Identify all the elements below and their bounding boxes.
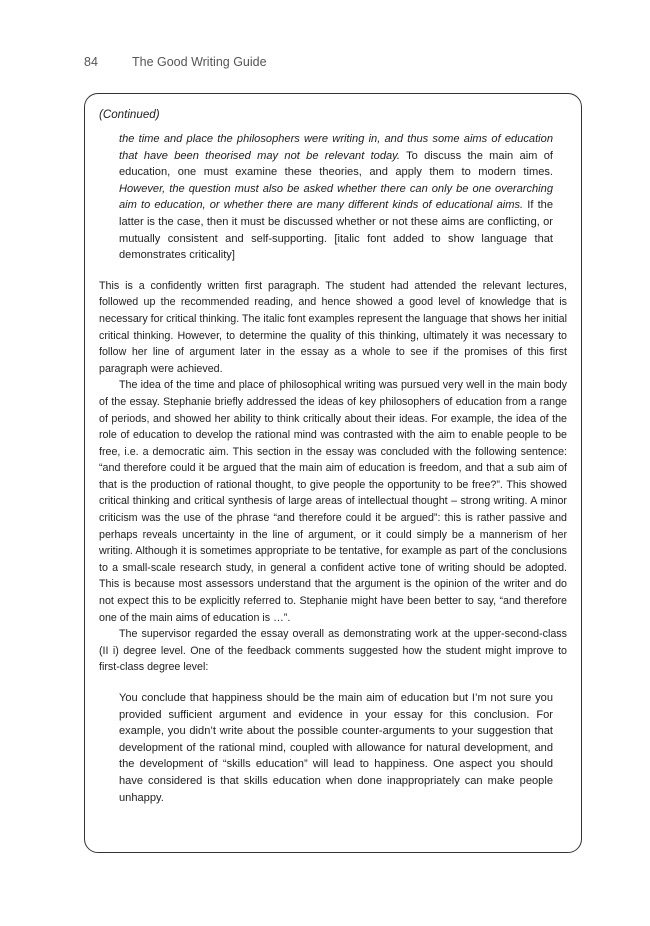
quote-plain-2: If the latter is the case, then it must be discussed whether or not these aims are conflicting, or mutually consistent and self-supporting. [italic font added to show language that demonstrates criticality]	[119, 199, 553, 262]
page-number: 84	[84, 55, 98, 69]
book-title: The Good Writing Guide	[132, 55, 267, 69]
paragraph-2: The idea of the time and place of philosophical writing was pursued very well in the main body of the essay. Stephanie briefly addressed the ideas of key philosophers of education from a range of periods, and showed her ability to think critically about their ideas. For example, the idea of the role of education to develop the rational mind was contrasted with the aim to enable people to be free, i.e. a democratic aim. This section in the essay was concluded with the following sentence: “and therefore could it be argued that the main aim of education is freedom, and that a sub aim of that is the production of rational thought, to give people the opportunity to be free?”. This showed critical thinking and critical synthesis of large areas of intellectual thought – strong writing. A minor criticism was the use of the phrase “and therefore could it be argued”: this is rather passive and perhaps reveals uncertainty in the line of argument, or it could simply be a mannerism of her writing. Although it is sometimes appropriate to be tentative, for example as part of the conclusions to a small-scale research study, in general a confident active tone of writing should be adopted. This is because most assessors understand that the argument is the opinion of the writer and do not expect this to be explicitly referred to. Stephanie might have been better to say, “and therefore one of the main aims of education is …”.	[99, 379, 567, 624]
paragraph-1: This is a confidently written first paragraph. The student had attended the relevant lectures, followed up the recommended reading, and hence showed a good level of knowledge that is necessary for critical thinking. The italic font examples represent the language that shows her initial critical thinking. However, to determine the quality of this thinking, ultimately it was necessary to follow her line of argument later in the essay as a whole to see if the promises of this first paragraph were achieved.	[99, 279, 567, 375]
commentary	[99, 278, 567, 676]
paragraph-3: The supervisor regarded the essay overall as demonstrating work at the upper-second-class (II i) degree level. One of the feedback comments suggested how the student might improve to first-class degree level:	[99, 628, 567, 674]
feedback-quote: You conclude that happiness should be the main aim of education but I’m not sure you provided sufficient argument and evidence in your essay for this conclusion. For example, you didn’t write about the possible counter-arguments to your suggestion that development of the rational mind, coupled with allowance for natural development, and the development of “skills education” will lead to happiness. One aspect you should have considered is that skills education when done inappropriately can make people unhappy.	[119, 692, 553, 804]
quote-italic-1: the time and place the philosophers were writing in, and thus some aims of education that have been theorised may not be relevant today.	[119, 133, 553, 162]
quote-plain-1: To discuss the main aim of education, one must examine these theories, and apply them to modern times.	[119, 149, 553, 179]
continued-label: (Continued)	[99, 108, 160, 121]
running-head	[84, 55, 267, 69]
quote-italic-2: However, the question must also be asked whether there can only be one overarching aim to education, or whether there are many different kinds of educational aims.	[119, 182, 553, 212]
continued-box	[84, 93, 582, 853]
essay-quote	[119, 131, 553, 264]
